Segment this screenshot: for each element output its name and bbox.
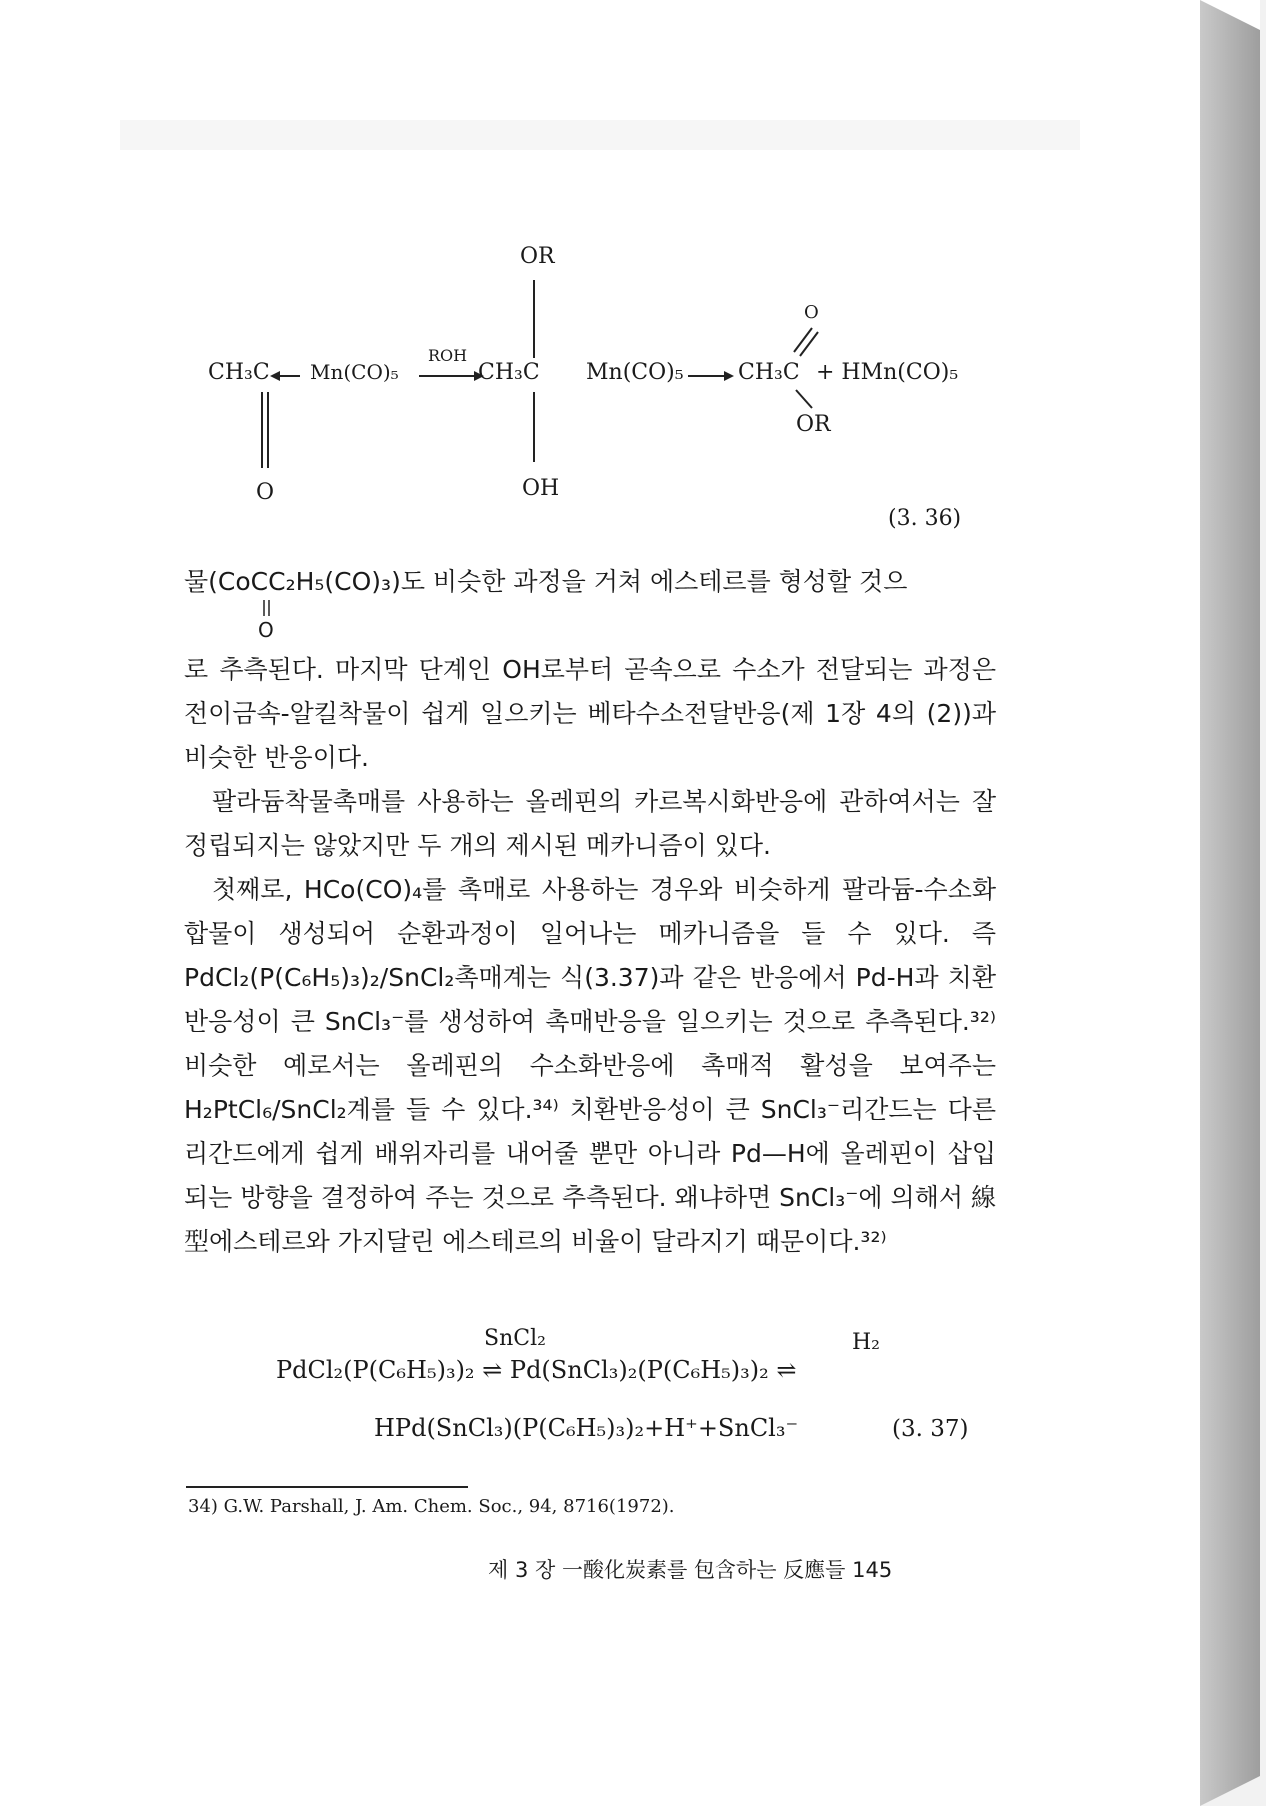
eq337-left: PdCl₂(P(C₆H₅)₃)₂ ⇌ Pd(SnCl₃)₂(P(C₆H₅)₃)₂ ⇌: [276, 1356, 797, 1384]
eq337-h2: H₂: [852, 1330, 881, 1355]
page-corner-bottom: [1200, 1776, 1260, 1806]
eq336-reagent: ROH: [428, 346, 468, 365]
eq336-number: (3. 36): [888, 506, 962, 531]
eq336-mn-co5-1: Mn(CO)₅: [310, 360, 399, 384]
paragraph-2: 팔라듐착물촉매를 사용하는 올레핀의 카르복시화반응에 관하여서는 잘 정립되지는 않았지만 두 개의 제시된 메카니즘이 있다.: [184, 787, 996, 860]
eq336-ch3c-3: CH₃C: [738, 360, 800, 385]
body-line-1: [184, 560, 996, 604]
paragraph-1: 로 추측된다. 마지막 단계인 OH로부터 곧속으로 수소가 전달되는 과정은 전이금속-알킬착물이 쉽게 일으키는 베타수소전달반응(제 1장 4의 (2))과 비슷한 반응이다.: [184, 655, 996, 772]
body-text: [184, 648, 996, 1264]
eq336-plus-hmn: + HMn(CO)₅: [816, 360, 959, 385]
eq336-ch3c-2: CH₃C: [478, 360, 540, 385]
eq336-or-top: OR: [520, 244, 555, 269]
eq336-oh-bottom: OH: [522, 476, 560, 501]
eq336-ch3c-1: CH₃C: [208, 360, 270, 385]
footnote-rule: [186, 1486, 468, 1488]
carbonyl-o-label: O: [258, 618, 274, 642]
running-footer: 제 3 장 一酸化炭素를 包含하는 反應들 145: [488, 1558, 893, 1582]
eq336-o-top-right: O: [804, 302, 819, 323]
eq336-or-right: OR: [796, 412, 831, 437]
line1-text: 물(CoCC₂H₅(CO)₃)도 비슷한 과정을 거쳐 에스테르를 형성할 것으: [184, 567, 908, 596]
eq337-right: HPd(SnCl₃)(P(C₆H₅)₃)₂+H⁺+SnCl₃⁻: [374, 1414, 799, 1442]
eq337-number: (3. 37): [892, 1416, 969, 1442]
eq337-sncl2: SnCl₂: [484, 1326, 546, 1351]
paragraph-3: 첫째로, HCo(CO)₄를 촉매로 사용하는 경우와 비슷하게 팔라듐-수소화합물이 생성되어 순환과정이 일어나는 메카니즘을 들 수 있다. 즉 PdCl₂(P(C₆H₅)₃)₂/SnCl₂촉매계는 식(3.37)과 같은 반응에서 Pd-H과 치환반응성이 큰 SnCl₃⁻를 생성하여 촉매반응을 일으키는 것으로 추측된다.³²⁾ 비슷한 예로서는 올레핀의 수소화반응에 촉매적 활성을 보여주는 H₂PtCl₆/SnCl₂계를 들 수 있다.³⁴⁾ 치환반응성이 큰 SnCl₃⁻리간드는 다른 리간드에게 쉽게 배위자리를 내어줄 뿐만 아니라 Pd—H에 올레핀이 삽입되는 방향을 결정하여 주는 것으로 추측된다. 왜냐하면 SnCl₃⁻에 의해서 線型에스테르와 가지달린 에스테르의 비율이 달라지기 때문이다.³²⁾: [184, 875, 996, 1256]
eq336-mn-co5-2: Mn(CO)₅: [586, 360, 684, 385]
footnote-34: 34) G.W. Parshall, J. Am. Chem. Soc., 94, 8716(1972).: [188, 1496, 675, 1517]
page-edge: [1200, 0, 1260, 1806]
eq336-o-bottom: O: [256, 480, 275, 505]
page-corner-top: [1200, 0, 1260, 30]
